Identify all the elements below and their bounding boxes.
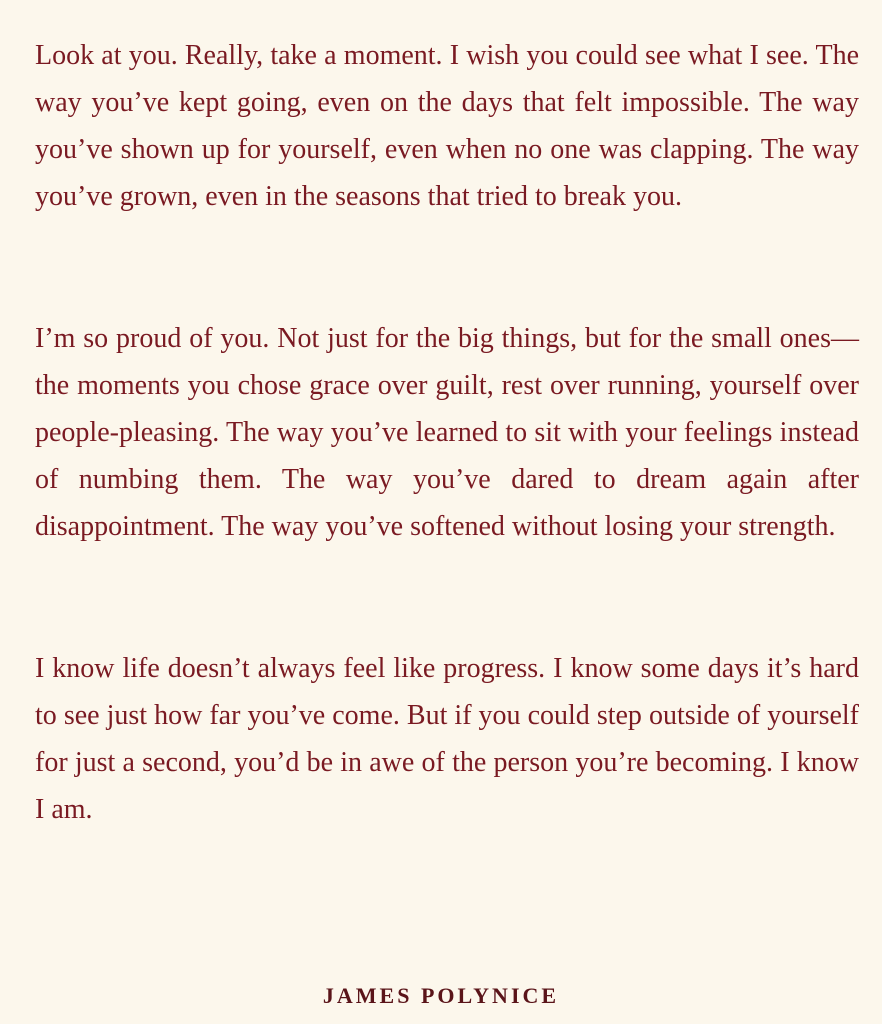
paragraph-2: I’m so proud of you. Not just for the big things, but for the small ones—the moments you chose grace over guilt, rest over running, yourself over people-pleasing. The way you’ve learned to sit with your feelings instead of numbing them. The way you’ve dared to dream again after disappointment. The way you’ve softened without losing your strength.	[35, 323, 859, 542]
paragraph-1: Look at you. Really, take a moment. I wish you could see what I see. The way you’ve kept going, even on the days that felt impossible. The way you’ve shown up for yourself, even when no one was clapping. The way you’ve grown, even in the seasons that tried to break you.	[35, 40, 859, 212]
author-signature: JAMES POLYNICE	[322, 983, 560, 1008]
paragraph-3: I know life doesn’t always feel like progress. I know some days it’s hard to see just how far you’ve come. But if you could step outside of yourself for just a second, you’d be in awe of the person you’re becoming. I know I am.	[35, 653, 859, 825]
